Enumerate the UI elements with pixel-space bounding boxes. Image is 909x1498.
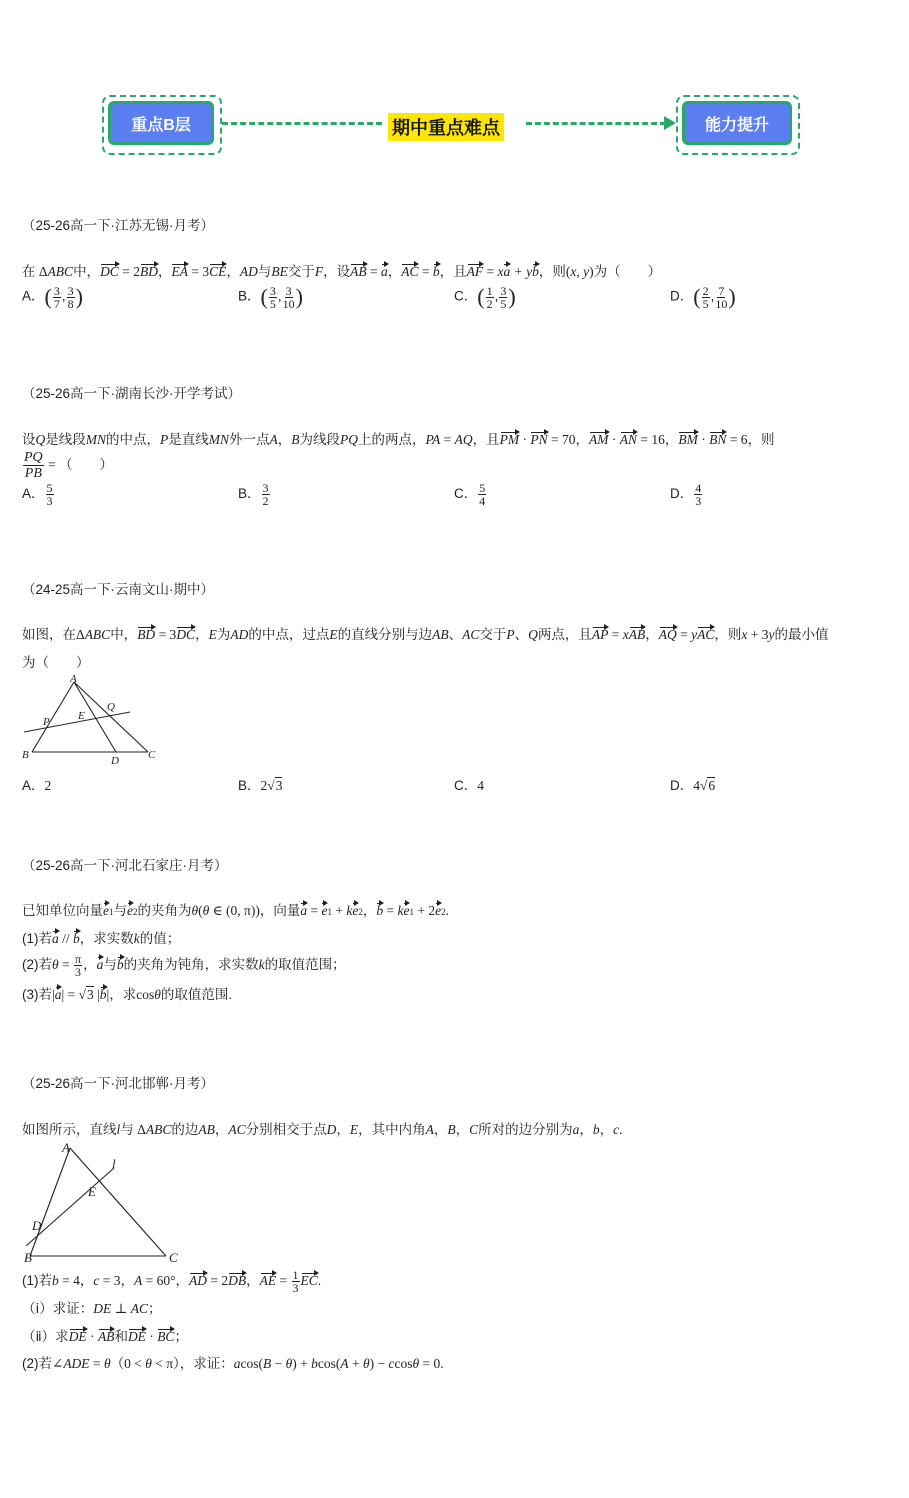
q3-option-a[interactable]: A．2 (22, 778, 52, 793)
q3-option-d[interactable]: D．4√6 (670, 778, 716, 793)
q5-part-1: (1)若b = 4，c = 3，A = 60°，AD = 2DB，AE = $\frac{1}{3}$ EC. (22, 1268, 322, 1295)
q3-source: （24-25高一下·云南文山·期中） (22, 582, 215, 597)
q2-option-c[interactable]: C． $\frac{5}{4}$ (454, 481, 486, 508)
q3-option-b[interactable]: B．2√3 (238, 778, 283, 793)
q4-part-1: (1)若a // b，求实数k的值； (22, 931, 181, 946)
q5-part-1-ii: （ⅱ）求DE · AB和DE · BC； (22, 1329, 188, 1344)
arrow-right-icon (664, 116, 676, 130)
q3-option-c[interactable]: C．4 (454, 778, 484, 793)
q2-option-a[interactable]: A． $\frac{5}{3}$ (22, 481, 53, 508)
q4-part-3: (3)若|a| = √3 |b|，求cosθ的取值范围. (22, 987, 233, 1002)
q4-part-2: (2)若θ = $\frac{\pi}{3}$ ，a与b的夹角为钝角，求实数k的取值范围； (22, 952, 346, 979)
q5-label-e: E (88, 1184, 96, 1199)
q1-option-c[interactable]: C．( $\frac{1}{2}$ , $\frac{3}{5}$ ) (454, 283, 516, 311)
q2-option-b[interactable]: B． $\frac{3}{2}$ (238, 481, 269, 508)
q2-source: （25-26高一下·湖南长沙·开学考试） (22, 386, 242, 401)
q4-stem: 已知单位向量e1与e2的夹角为θ(θ ∈ (0, π))，向量a = e1 + ke2，b = ke1 + 2e2. (22, 903, 449, 918)
q2-stem-cont: $\frac{PQ}{PB}$ = （ ） (24, 450, 114, 481)
q3-label-p: P (43, 716, 50, 728)
q5-source: （25-26高一下·河北邯郸·月考） (22, 1076, 215, 1091)
q5-label-d: D (32, 1218, 42, 1233)
q3-label-d: D (111, 755, 119, 767)
q3-label-e: E (78, 710, 85, 722)
q3-label-a: A (70, 673, 77, 685)
q3-stem: 如图，在ΔABC中，BD = 3DC，E为AD的中点，过点E的直线分别与边AB、AC交于P、Q两点，且AP = xAB，AQ = yAC，则x + 3y的最小值 (22, 627, 829, 642)
q2-option-d[interactable]: D． $\frac{4}{3}$ (670, 481, 702, 508)
header-connector-right (526, 122, 666, 125)
q1-option-a[interactable]: A．( $\frac{3}{7}$ , $\frac{3}{8}$ ) (22, 283, 83, 311)
header-right-badge: 能力提升 (682, 101, 792, 145)
q5-label-l: l (112, 1156, 116, 1171)
q5-label-a: A (62, 1140, 70, 1155)
page-title: 期中重点难点 (388, 113, 504, 141)
q1-option-d[interactable]: D．( $\frac{2}{5}$ , $\frac{7}{10}$ ) (670, 283, 736, 311)
q5-label-c: C (169, 1250, 178, 1265)
q3-label-q: Q (107, 701, 115, 713)
q5-part-2: (2)若∠ADE = θ（0 < θ < π），求证：acos(B − θ) + bcos(A + θ) − ccosθ = 0. (22, 1356, 444, 1371)
q3-triangle-figure (20, 672, 160, 768)
header-left-badge: 重点B层 (108, 101, 214, 145)
q5-part-1-i: （ⅰ）求证：DE ⊥ AC； (22, 1301, 162, 1316)
q3-label-b: B (22, 749, 29, 761)
header-connector-left (222, 122, 382, 125)
q5-triangle-figure (20, 1138, 190, 1266)
q1-source: （25-26高一下·江苏无锡·月考） (22, 218, 215, 233)
q1-option-b[interactable]: B．( $\frac{3}{5}$ , $\frac{3}{10}$ ) (238, 283, 303, 311)
q1-stem: 在 ΔABC中，DC = 2BD，EA = 3CE，AD与BE交于F，设AB = a，AC = b，且AF = xa + yb，则(x, y)为（ ） (22, 264, 662, 279)
q2-stem: 设Q是线段MN的中点，P是直线MN外一点A，B为线段PQ上的两点，PA = AQ，且PM · PN = 70，AM · AN = 16，BM · BN = 6，则 (22, 432, 775, 447)
q4-source: （25-26高一下·河北石家庄·月考） (22, 858, 228, 873)
q5-label-b: B (24, 1250, 32, 1265)
q3-label-c: C (148, 749, 156, 761)
q3-stem-cont: 为（ ） (22, 655, 90, 670)
q5-stem: 如图所示，直线l与 ΔABC的边AB，AC分别相交于点D，E，其中内角A，B，C所对的边分别为a，b，c. (22, 1122, 623, 1137)
